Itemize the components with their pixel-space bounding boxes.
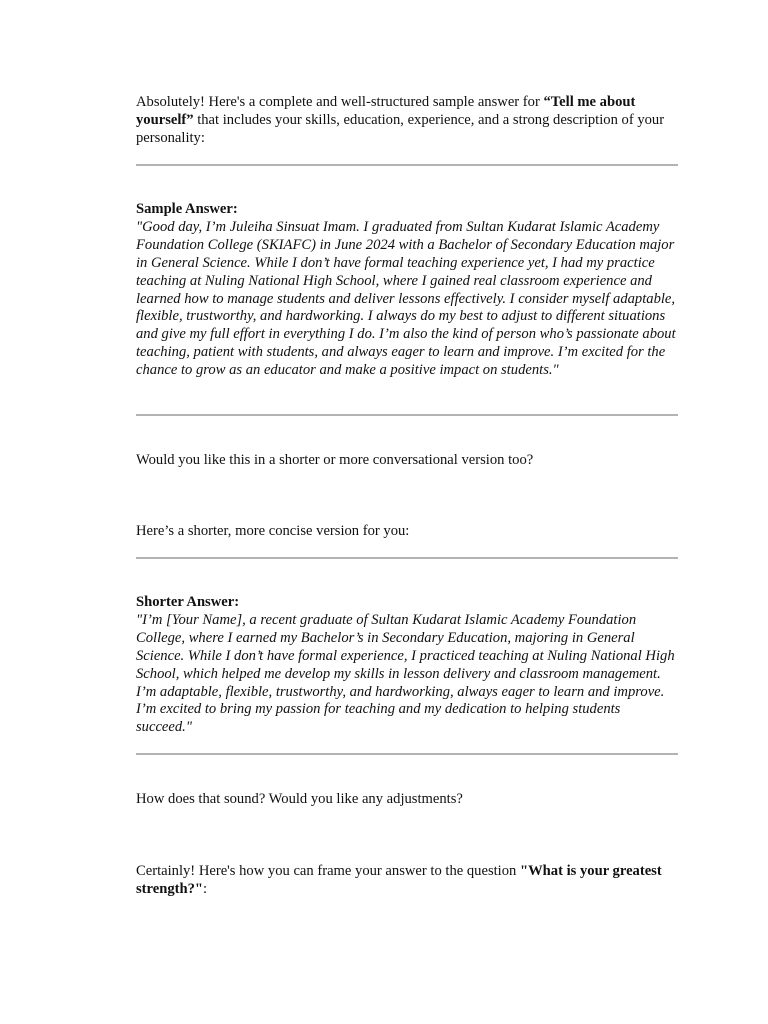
sample-answer-text: "Good day, I’m Juleiha Sinsuat Imam. I graduated from Sultan Kudarat Islamic Academy Foundation College (SKIAFC) in June 2024 with a Bachelor of Secondary Education major in General Science. While I don’t have formal teaching experience yet, I had my practice teaching at Nuling National High School, where I gained real classroom experience and learned how to manage students and deliver lessons effectively. I consider myself adaptable, flexible, trustworthy, and hardworking. I always do my best to adjust to different situations and give my full effort in everything I do. I’m also the kind of person who’s passionate about teaching, patient with students, and always eager to learn and improve. I’m excited for the chance to grow as an educator and make a positive impact on students." — [136, 218, 676, 379]
intro-prefix: Absolutely! Here's a complete and well-structured sample answer for — [136, 94, 544, 110]
strength-paragraph — [136, 863, 676, 899]
divider — [136, 753, 678, 755]
intro-paragraph — [136, 94, 676, 148]
intro-question: “Tell me about yourself” — [136, 94, 636, 128]
strength-suffix: : — [203, 880, 208, 897]
shorter-answer-text: "I’m [Your Name], a recent graduate of Sultan Kudarat Islamic Academy Foundation College, where I earned my Bachelor’s in Secondary Education, majoring in General Science. While I don’t have formal experience, I practiced teaching at Nuling National High School, which helped me develop my skills in lesson delivery and classroom management. I’m adaptable, flexible, trustworthy, and hardworking, always eager to learn and improve. I’m excited to bring my passion for teaching and my dedication to helping students succeed." — [136, 611, 675, 736]
strength-prefix: Certainly! Here's how you can frame your answer to the question — [136, 863, 520, 879]
divider — [136, 164, 678, 166]
divider — [136, 414, 678, 416]
adjustment-question: How does that sound? Would you like any adjustments? — [136, 791, 463, 807]
shorter-answer — [136, 594, 676, 737]
intro-suffix: that includes your skills, education, experience, and a strong description of your personality: — [136, 111, 665, 146]
shorter-answer-heading: Shorter Answer: — [136, 594, 240, 610]
sample-answer — [136, 201, 676, 380]
sample-answer-heading: Sample Answer: — [136, 201, 238, 217]
strength-question: "What is your greatest strength?" — [136, 863, 662, 897]
divider — [136, 557, 678, 559]
follow-up-question: Would you like this in a shorter or more conversational version too? — [136, 452, 534, 468]
concise-intro: Here’s a shorter, more concise version for you: — [136, 523, 410, 539]
